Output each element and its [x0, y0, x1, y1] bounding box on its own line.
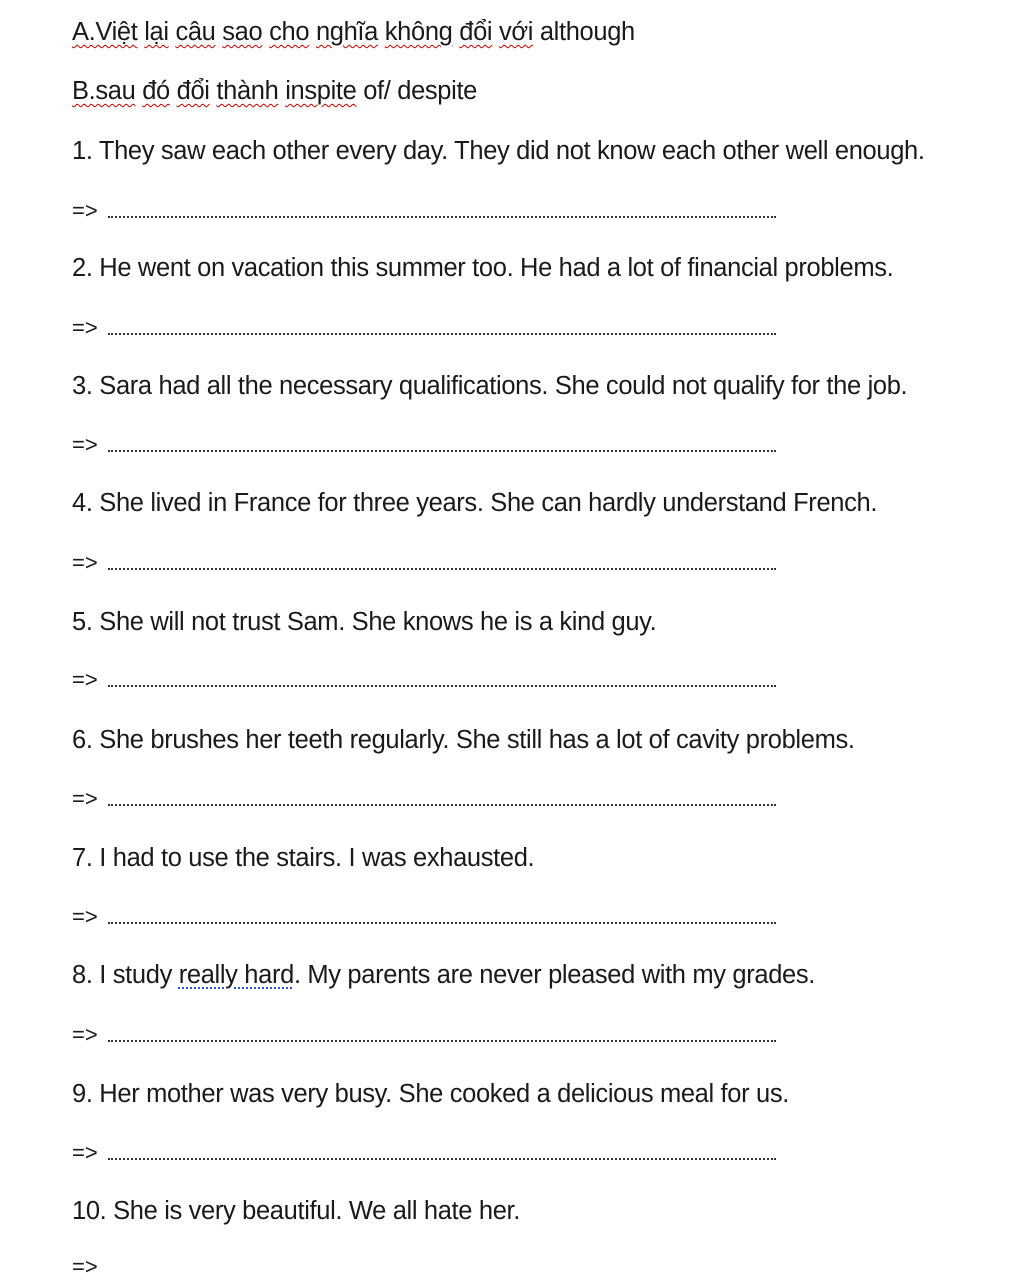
answer-arrow: =>	[72, 904, 98, 929]
question-8	[72, 960, 815, 990]
instruction-b-tail: of/ despite	[363, 77, 478, 105]
dotted-answer-blank[interactable]	[108, 333, 776, 335]
answer-line-8[interactable]	[72, 1020, 98, 1050]
question-9: 9. Her mother was very busy. She cooked a delicious meal for us.	[72, 1080, 789, 1108]
answer-line-4[interactable]	[72, 548, 98, 578]
question-3: 3. Sara had all the necessary qualifications. She could not qualify for the job.	[72, 372, 908, 400]
question-8-start: 8. I study	[72, 961, 179, 989]
instruction-a-word: sao	[222, 18, 263, 46]
instruction-a-word: đổi	[459, 18, 493, 46]
answer-line-3[interactable]	[72, 430, 98, 460]
dotted-answer-blank[interactable]	[108, 450, 776, 452]
answer-line-7[interactable]	[72, 902, 98, 932]
question-5: 5. She will not trust Sam. She knows he is a kind guy.	[72, 608, 657, 636]
instruction-a-word: nghĩa	[315, 18, 378, 46]
instruction-a	[72, 17, 635, 47]
dotted-answer-blank[interactable]	[108, 1040, 776, 1042]
instruction-a-tail: although	[539, 18, 635, 46]
instruction-b-word: đổi	[176, 77, 210, 105]
instruction-b-word: B.sau	[72, 77, 136, 105]
answer-arrow: =>	[72, 667, 98, 692]
question-2: 2. He went on vacation this summer too. He had a lot of financial problems.	[72, 254, 894, 282]
dotted-answer-blank[interactable]	[108, 1158, 776, 1160]
dotted-answer-blank[interactable]	[108, 568, 776, 570]
question-7: 7. I had to use the stairs. I was exhausted.	[72, 844, 535, 872]
dotted-answer-blank[interactable]	[108, 804, 776, 806]
answer-arrow: =>	[72, 198, 98, 223]
question-6: 6. She brushes her teeth regularly. She still has a lot of cavity problems.	[72, 726, 855, 754]
instruction-a-word: không	[384, 18, 453, 46]
grammar-flagged-phrase: really hard	[178, 961, 294, 989]
instruction-b-word: đó	[142, 77, 170, 105]
answer-arrow: =>	[72, 550, 98, 575]
instruction-a-word: cho	[269, 18, 310, 46]
answer-line-2[interactable]	[72, 313, 98, 343]
question-8-end: . My parents are never pleased with my grades.	[293, 961, 816, 989]
instruction-a-word: lại	[144, 18, 169, 46]
answer-line-6[interactable]	[72, 784, 98, 814]
dotted-answer-blank[interactable]	[108, 685, 776, 687]
answer-arrow: =>	[72, 432, 98, 457]
answer-arrow: =>	[72, 1022, 98, 1047]
answer-line-1[interactable]	[72, 196, 98, 226]
instruction-b-word: inspite	[285, 77, 357, 105]
answer-arrow: =>	[72, 1140, 98, 1165]
question-1: 1. They saw each other every day. They did not know each other well enough.	[72, 137, 925, 165]
answer-arrow: =>	[72, 786, 98, 811]
instruction-a-word: câu	[175, 18, 216, 46]
dotted-answer-blank[interactable]	[108, 216, 776, 218]
instruction-b	[72, 76, 477, 106]
instruction-b-word: thành	[216, 77, 279, 105]
answer-arrow: =>	[72, 315, 98, 340]
answer-line-5[interactable]	[72, 665, 98, 695]
answer-arrow: =>	[72, 1254, 98, 1279]
answer-line-9[interactable]	[72, 1138, 98, 1168]
instruction-a-word: với	[498, 18, 534, 46]
dotted-answer-blank[interactable]	[108, 922, 776, 924]
question-10: 10. She is very beautiful. We all hate her.	[72, 1197, 520, 1225]
instruction-a-word: A.Việt	[72, 18, 138, 46]
question-4: 4. She lived in France for three years. She can hardly understand French.	[72, 489, 878, 517]
